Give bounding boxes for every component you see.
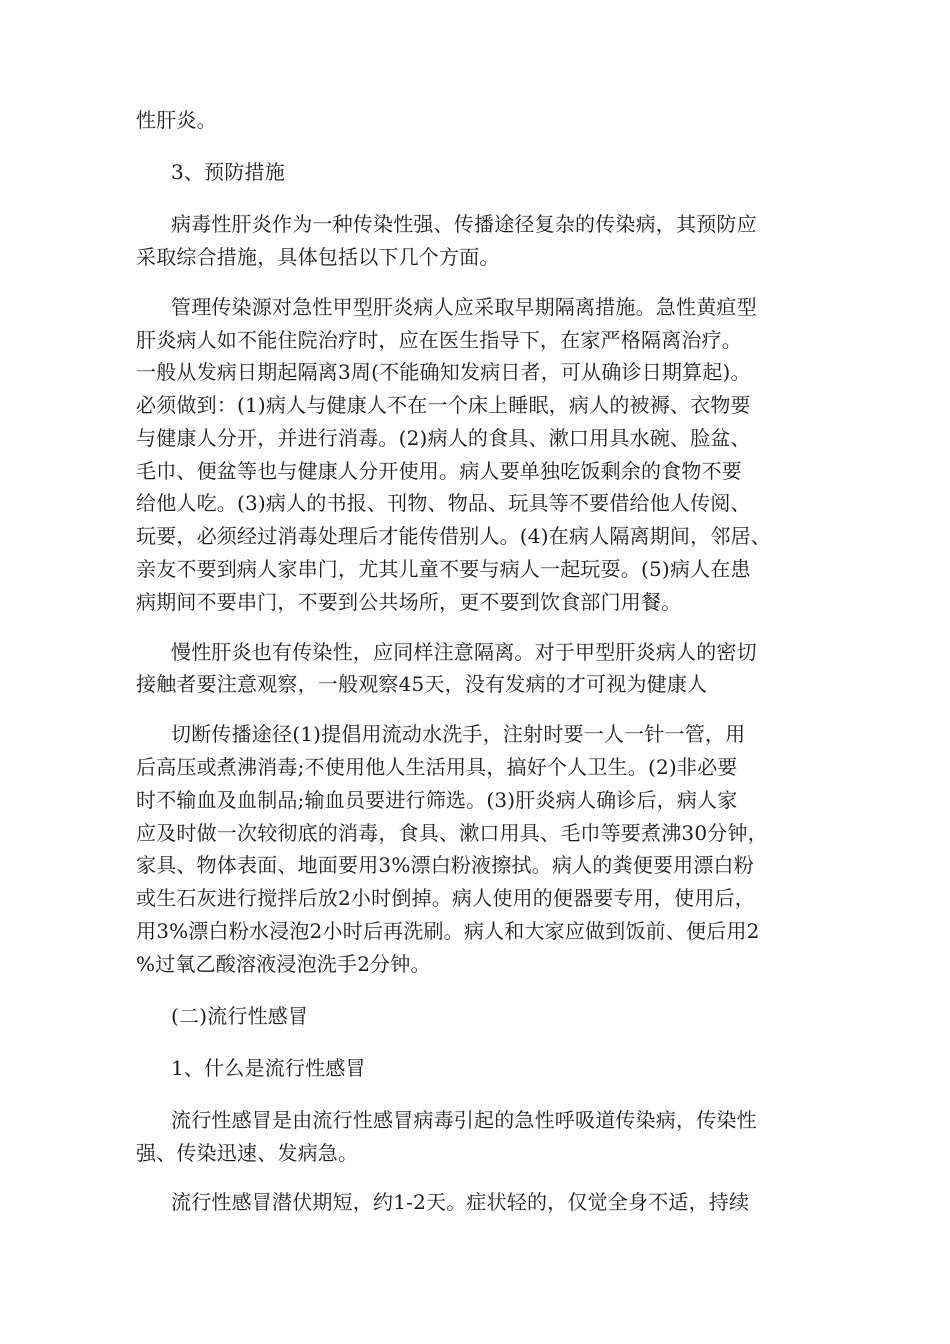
- section-heading-influenza: (二)流行性感冒: [171, 1004, 309, 1028]
- text-line-28: 强、传染迅速、发病急。: [136, 1141, 359, 1165]
- text-line-24: %过氧乙酸溶液浸泡洗手2分钟。: [136, 952, 431, 976]
- section-heading-prevention: 3、预防措施: [171, 160, 285, 184]
- text-line-21: 家具、物体表面、地面要用3%漂白粉液擦拭。病人的粪便要用漂白粉: [136, 853, 754, 877]
- text-line-23: 用3%漂白粉水浸泡2小时后再洗刷。病人和大家应做到饭前、便后用2: [136, 919, 760, 943]
- text-line-9: 与健康人分开，并进行消毒。(2)病人的食具、漱口用具水碗、脸盆、: [136, 426, 751, 450]
- text-line-27: 流行性感冒是由流行性感冒病毒引起的急性呼吸道传染病，传染性: [171, 1108, 757, 1132]
- text-line-7: 一般从发病日期起隔离3周(不能确知发病日者，可从确诊日期算起)。: [136, 360, 751, 384]
- text-line-15: 慢性肝炎也有传染性，应同样注意隔离。对于甲型肝炎病人的密切: [171, 640, 757, 664]
- text-line-8: 必须做到：(1)病人与健康人不在一个床上睡眠，病人的被褥、衣物要: [136, 393, 751, 417]
- text-line-1: 性肝炎。: [136, 108, 217, 132]
- text-line-22: 或生石灰进行搅拌后放2小时倒掉。病人使用的便器要专用，使用后，: [136, 886, 755, 910]
- text-line-6: 肝炎病人如不能住院治疗时，应在医生指导下，在家严格隔离治疗。: [136, 328, 742, 352]
- text-line-29: 流行性感冒潜伏期短，约1-2天。症状轻的，仅觉全身不适，持续: [171, 1190, 750, 1214]
- text-line-10: 毛巾、便盆等也与健康人分开使用。病人要单独吃饭剩余的食物不要: [136, 459, 742, 483]
- text-line-20: 应及时做一次较彻底的消毒，食具、漱口用具、毛巾等要煮沸30分钟，: [136, 821, 768, 845]
- text-line-18: 后高压或煮沸消毒;不使用他人生活用具，搞好个人卫生。(2)非必要: [136, 755, 738, 779]
- text-line-19: 时不输血及血制品;输血员要进行筛选。(3)肝炎病人确诊后，病人家: [136, 788, 738, 812]
- text-line-13: 亲友不要到病人家串门，尤其儿童不要与病人一起玩耍。(5)病人在患: [136, 557, 751, 581]
- text-line-5: 管理传染源对急性甲型肝炎病人应采取早期隔离措施。急性黄疸型: [171, 295, 757, 319]
- text-line-16: 接触者要注意观察，一般观察45天，没有发病的才可视为健康人: [136, 672, 708, 696]
- text-line-12: 玩要，必须经过消毒处理后才能传借别人。(4)在病人隔离期间，邻居、: [136, 524, 771, 548]
- text-line-11: 给他人吃。(3)病人的书报、刊物、物品、玩具等不要借给他人传阅、: [136, 491, 751, 515]
- text-line-17: 切断传播途径(1)提倡用流动水洗手，注射时要一人一针一管，用: [171, 722, 746, 746]
- text-line-3: 病毒性肝炎作为一种传染性强、传播途径复杂的传染病，其预防应: [171, 212, 757, 236]
- text-line-4: 采取综合措施，具体包括以下几个方面。: [136, 245, 500, 269]
- text-line-14: 病期间不要串门，不要到公共场所，更不要到饮食部门用餐。: [136, 590, 682, 614]
- subsection-heading-what-is-flu: 1、什么是流行性感冒: [171, 1056, 366, 1080]
